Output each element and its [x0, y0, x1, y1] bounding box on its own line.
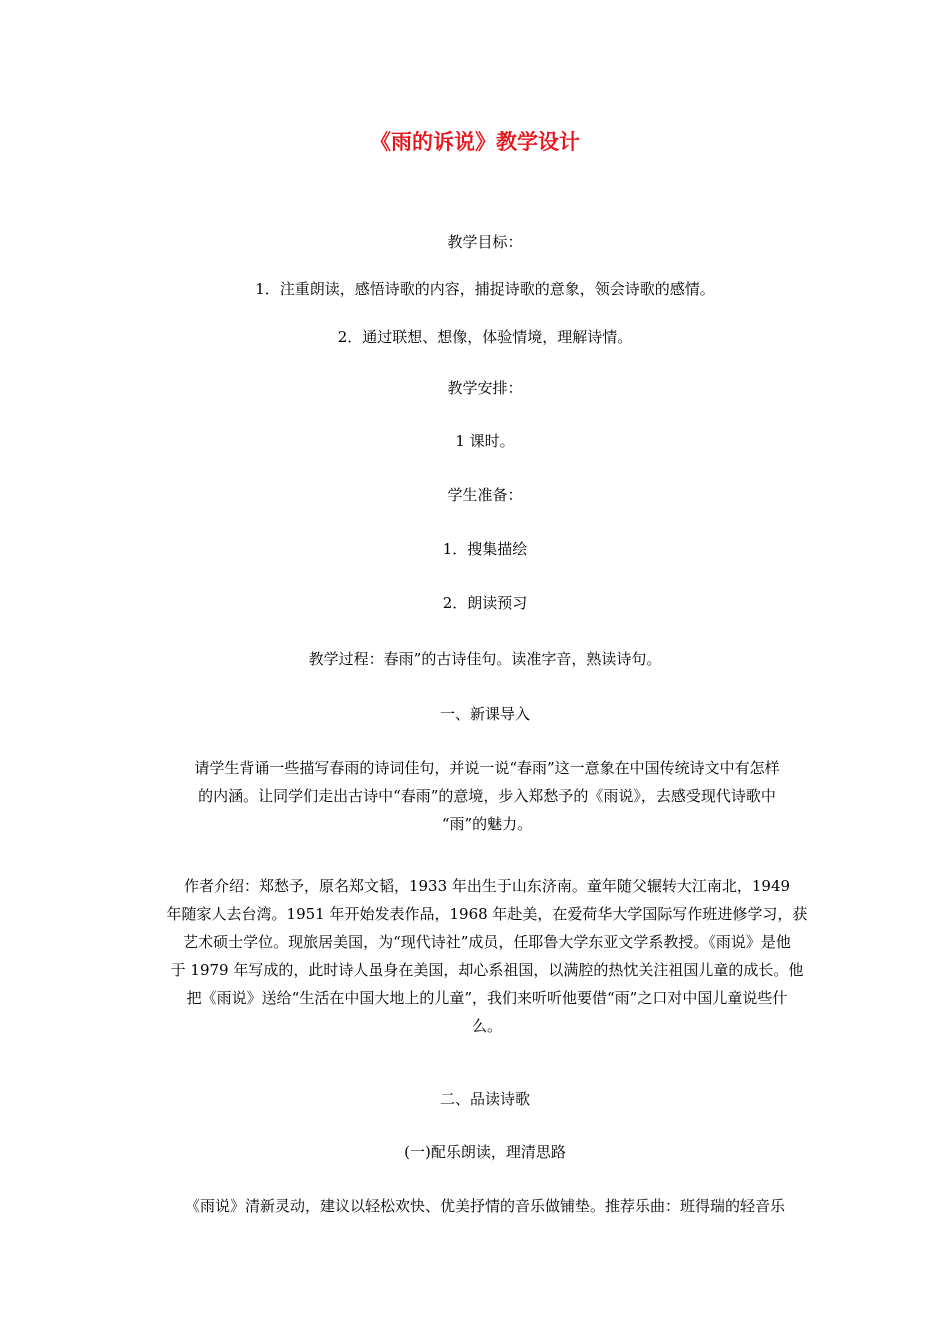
intro-line-3: “雨”的魅力。 — [441, 815, 533, 833]
document-title: 《雨的诉说》教学设计 — [370, 130, 580, 154]
author-line-2: 年随家人去台湾。1951 年开始发表作品，1968 年赴美，在爱荷华大学国际写作班进修学习，获 — [166, 905, 808, 923]
subsection-1-heading: (一)配乐朗读，理清思路 — [404, 1143, 566, 1161]
author-line-1: 作者介绍：郑愁予，原名郑文韬，1933 年出生于山东济南。童年随父辗转大江南北，1949 — [183, 877, 791, 895]
author-line-6: 么。 — [471, 1017, 502, 1035]
prep-item-1: 1．搜集描绘 — [442, 540, 528, 558]
schedule-value: 1 课时。 — [455, 432, 515, 450]
prep-heading: 学生准备： — [447, 486, 523, 504]
section-1-heading: 一、新课导入 — [439, 705, 530, 723]
intro-line-1: 请学生背诵一些描写春雨的诗词佳句，并说一说“春雨”这一意象在中国传统诗文中有怎样 — [194, 759, 780, 777]
objectives-heading: 教学目标： — [447, 233, 523, 251]
objective-2: 2．通过联想、想像，体验情境，理解诗情。 — [337, 328, 633, 346]
music-paragraph: 《雨说》清新灵动，建议以轻松欢快、优美抒情的音乐做铺垫。推荐乐曲：班得瑞的轻音乐 — [184, 1197, 785, 1215]
process-line: 教学过程：春雨”的古诗佳句。读准字音，熟读诗句。 — [308, 650, 662, 668]
author-line-3: 艺术硕士学位。现旅居美国，为“现代诗社”成员，任耶鲁大学东亚文学系教授。《雨说》是他 — [183, 933, 791, 951]
objective-1: 1．注重朗读，感悟诗歌的内容，捕捉诗歌的意象，领会诗歌的感情。 — [255, 280, 715, 298]
prep-item-2: 2．朗读预习 — [442, 594, 528, 612]
schedule-heading: 教学安排： — [447, 379, 523, 397]
author-paragraph — [140, 872, 834, 1040]
intro-paragraph — [140, 754, 834, 838]
author-line-4: 于 1979 年写成的，此时诗人虽身在美国，却心系祖国，以满腔的热忱关注祖国儿童的成长。他 — [170, 961, 804, 979]
intro-line-2: 的内涵。让同学们走出古诗中“春雨”的意境，步入郑愁予的《雨说》，去感受现代诗歌中 — [198, 787, 776, 805]
author-line-5: 把《雨说》送给“生活在中国大地上的儿童”，我们来听听他要借“雨”之口对中国儿童说些什 — [186, 989, 788, 1007]
section-2-heading: 二、品读诗歌 — [439, 1090, 530, 1108]
